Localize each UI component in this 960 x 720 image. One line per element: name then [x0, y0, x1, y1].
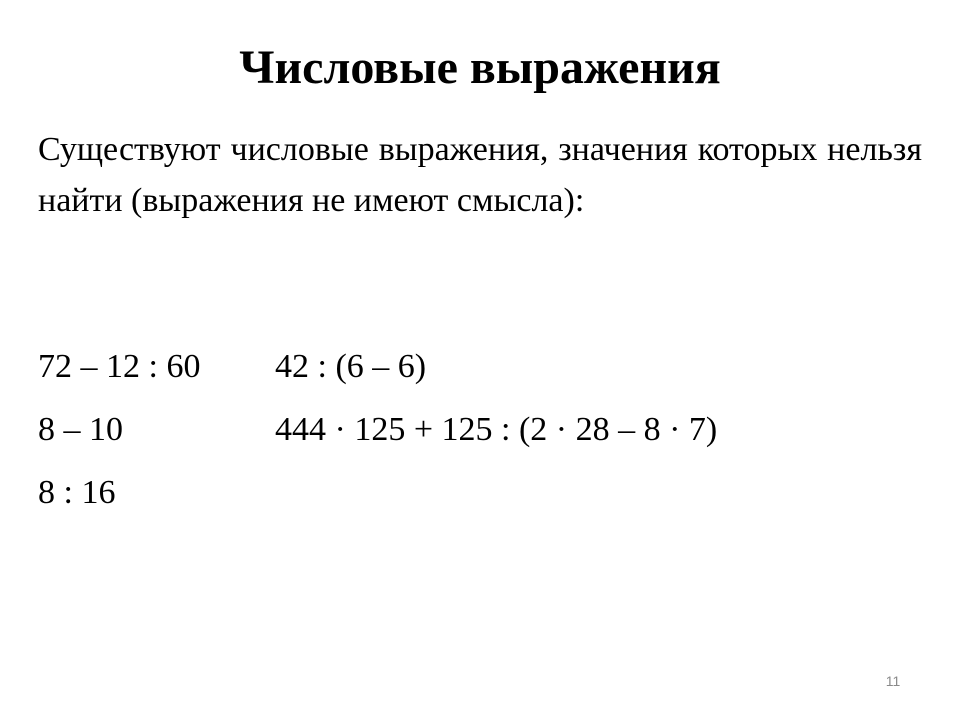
expression: 8 : 16	[38, 474, 116, 511]
expression: 42 : (6 – 6)	[275, 348, 427, 385]
page-number: 11	[885, 673, 901, 689]
expression-list	[38, 341, 717, 530]
expression: 72 – 12 : 60	[38, 348, 201, 385]
expression: 444 · 125 + 125 : (2 · 28 – 8 · 7)	[275, 411, 718, 448]
expression: 8 – 10	[38, 411, 123, 448]
expression	[275, 467, 717, 530]
slide-title: Числовые выражения	[239, 41, 721, 94]
body-paragraph: Существуют числовые выражения, значения которых нельзя найти (выражения не имеют смысла):	[38, 131, 922, 219]
